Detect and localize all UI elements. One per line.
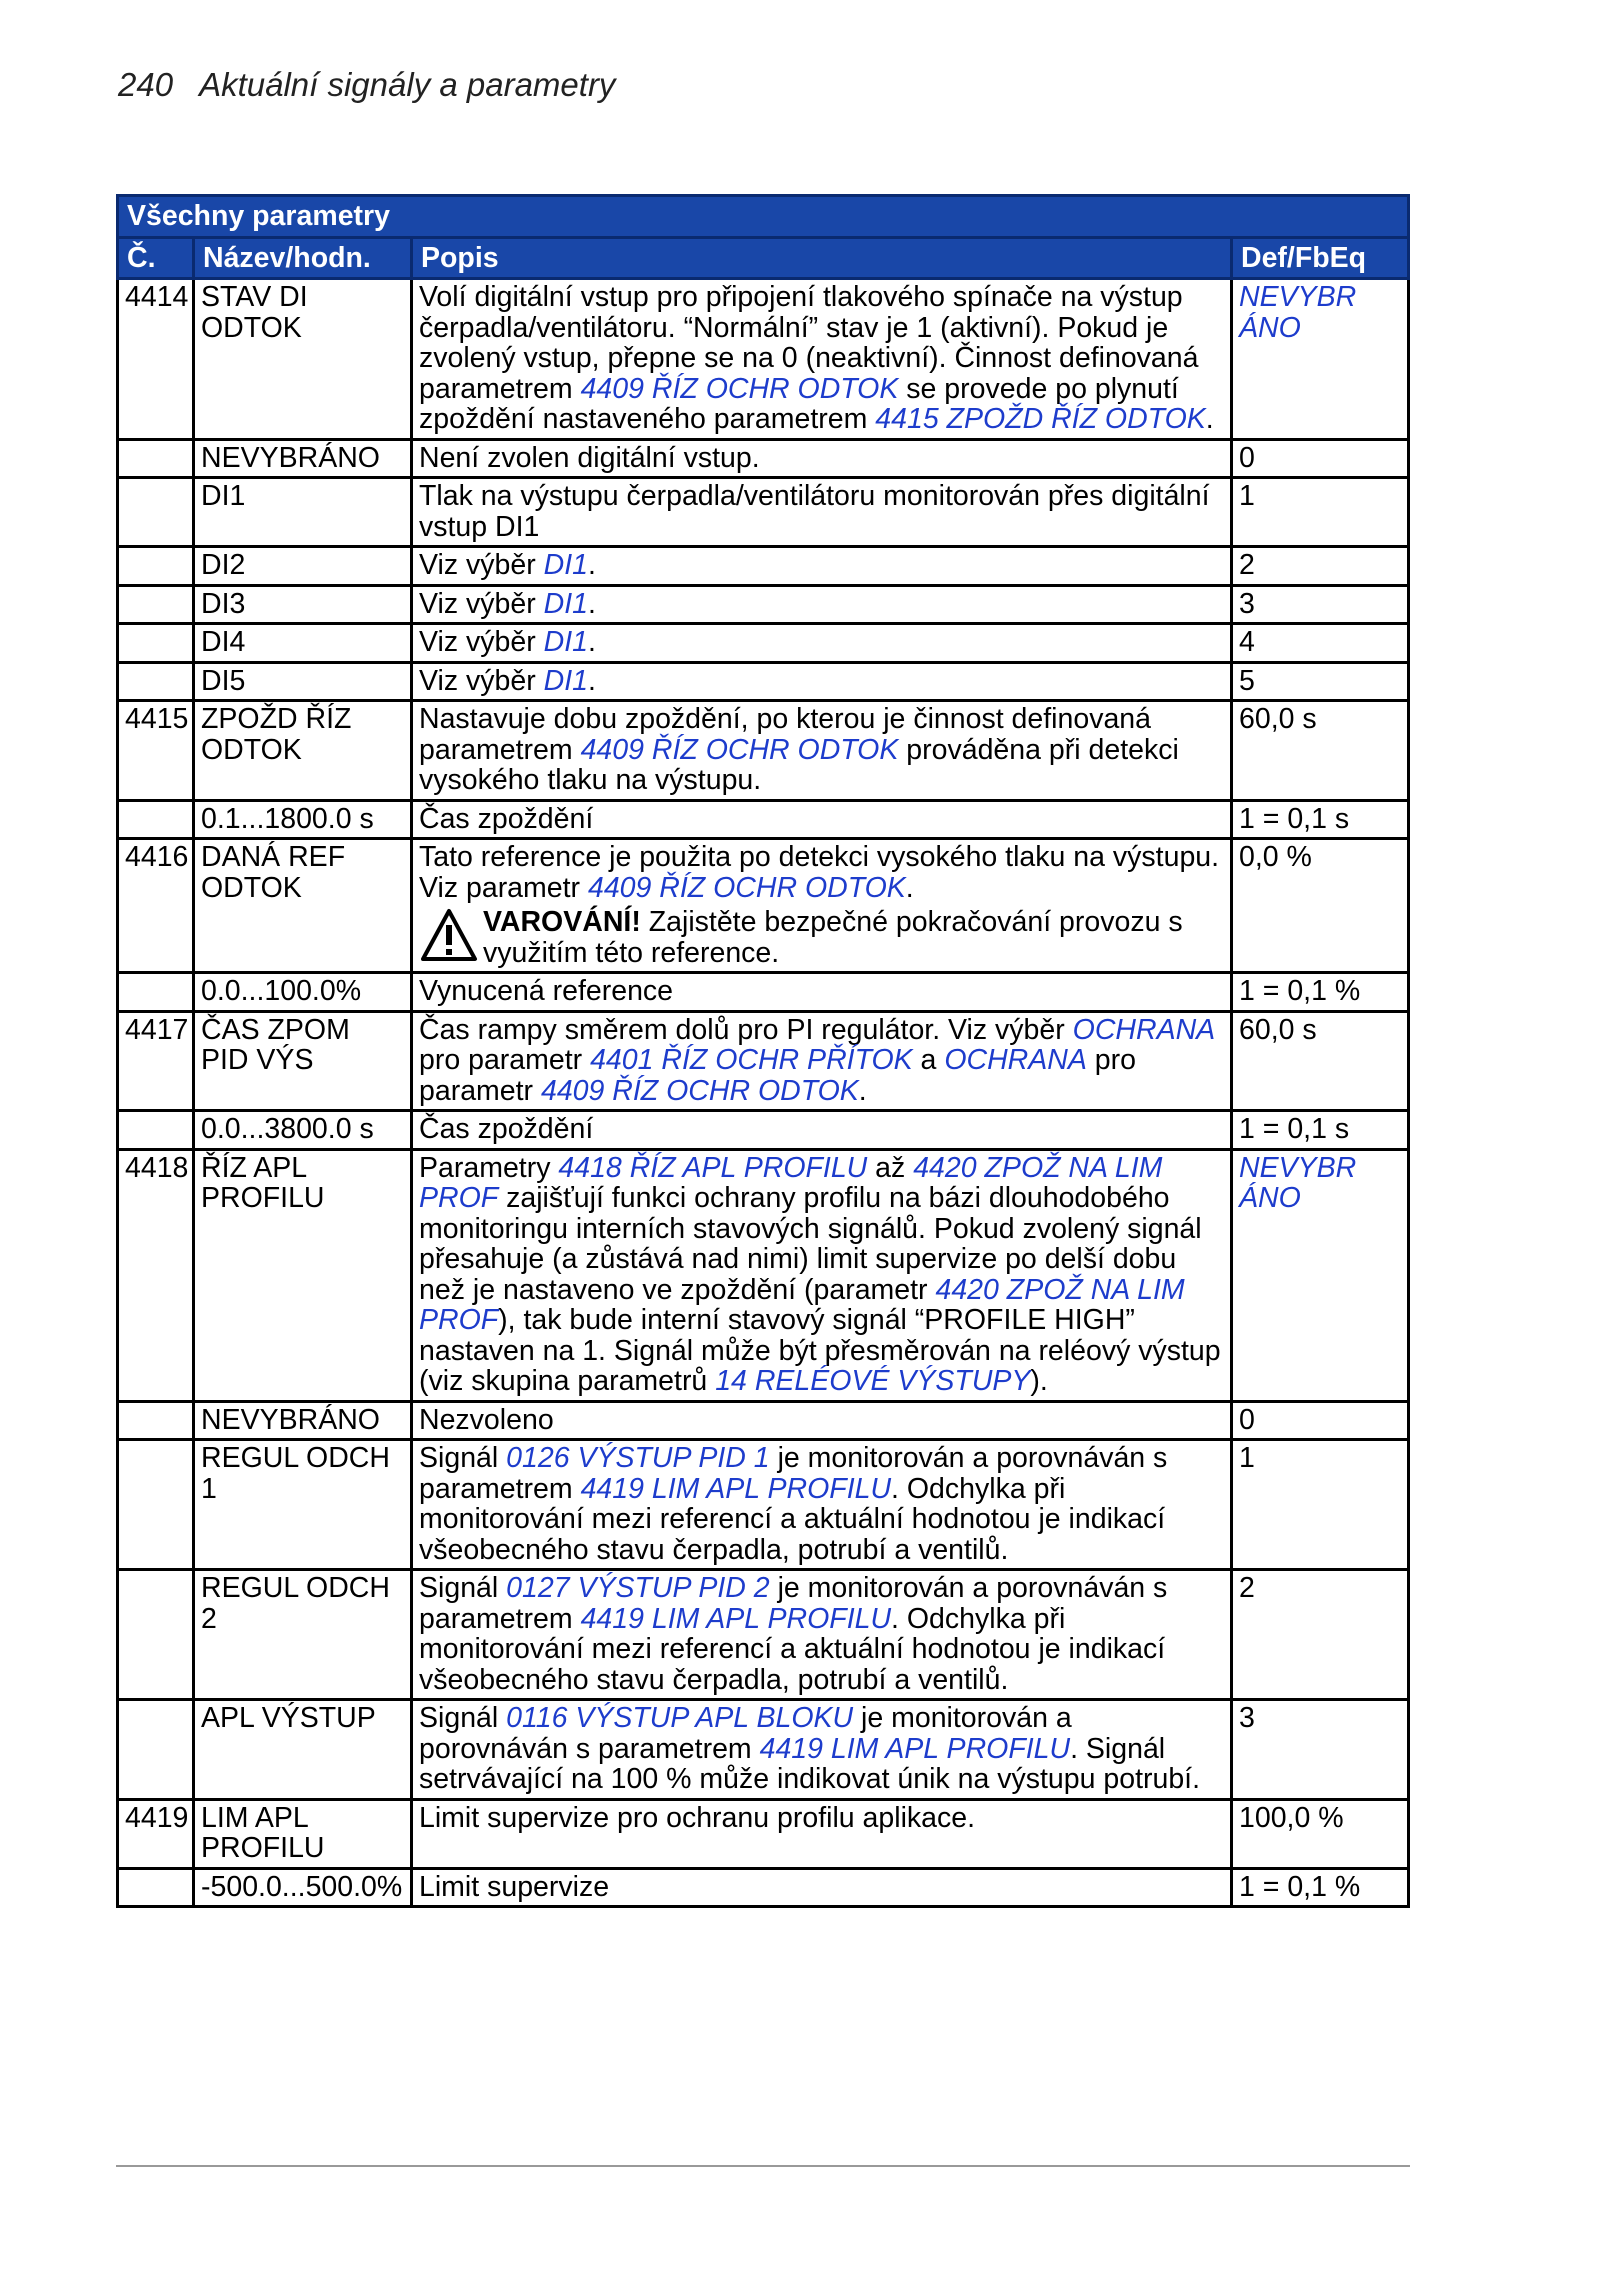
description-segment: zajišťují funkci ochrany profilu na bázi dlouhodobého monitoringu interních stavových signálů. Pokud zvolený signál přesahuje (a zůstává nad nimi) limit supervize po delší dobu než je nastaveno ve zpoždění (parametr: [419, 1182, 1202, 1306]
table-row: [118, 1011, 1409, 1111]
table-row: [118, 1700, 1409, 1800]
param-name: LIM APL PROFILU: [194, 1799, 412, 1868]
param-name: DANÁ REF ODTOK: [194, 839, 412, 973]
description-text: [419, 1872, 1224, 1903]
description-text: [419, 1703, 1224, 1795]
parameter-link[interactable]: 0116 VÝSTUP APL BLOKU: [506, 1702, 854, 1734]
description-segment: .: [858, 1074, 867, 1107]
description-text: [419, 481, 1224, 542]
parameter-link[interactable]: 4418 ŘÍZ APL PROFILU: [558, 1151, 868, 1184]
warning-triangle-icon: [419, 907, 479, 963]
param-number: 4414: [118, 279, 194, 440]
param-number: [118, 439, 194, 478]
warning-label: VAROVÁNÍ!: [483, 906, 641, 938]
table-row: [118, 478, 1409, 547]
default-value: 3: [1232, 585, 1409, 624]
description-segment: Parametry: [419, 1151, 559, 1184]
param-name: -500.0...500.0%: [194, 1868, 412, 1907]
table-row: [118, 701, 1409, 801]
default-value: 5: [1232, 662, 1409, 701]
description-segment: Volí digitální vstup pro připojení tlakového spínače na výstup čerpadla/ventilátoru. “Normální” stav je 1 (aktivní). Pokud je zvolený vstup, přepne se na 0 (neaktivní). Činnost definovaná parametrem: [419, 281, 1199, 405]
default-value: 3: [1232, 1700, 1409, 1800]
default-value: 1 = 0,1 s: [1232, 800, 1409, 839]
table-row: [118, 662, 1409, 701]
param-description: [412, 701, 1232, 801]
description-segment: .: [587, 626, 596, 658]
param-number: [118, 1700, 194, 1800]
warning-text: [483, 907, 1224, 968]
description-text: [419, 842, 1224, 903]
param-number: 4419: [118, 1799, 194, 1868]
param-number: [118, 624, 194, 663]
description-segment: . Signál setrvávající na 100 % může indikovat únik na výstupu potrubí.: [419, 1732, 1201, 1795]
description-segment: Čas rampy směrem dolů pro PI regulátor. Viz výběr: [419, 1013, 1073, 1046]
warning-note: [419, 907, 1224, 968]
table-body: [118, 279, 1409, 1907]
param-description: [412, 1799, 1232, 1868]
description-segment: .: [1205, 403, 1214, 435]
param-number: [118, 585, 194, 624]
default-value: 1: [1232, 1440, 1409, 1570]
description-segment: Viz výběr: [419, 587, 544, 620]
param-number: 4417: [118, 1011, 194, 1111]
param-name: ŘÍZ APL PROFILU: [194, 1149, 412, 1401]
description-segment: se provede po plynutí zpoždění nastaveného parametrem: [419, 372, 1179, 435]
param-name: STAV DI ODTOK: [194, 279, 412, 440]
table-row: [118, 1111, 1409, 1150]
table-row: [118, 439, 1409, 478]
table-row: [118, 973, 1409, 1012]
description-text: [419, 443, 1224, 474]
description-text: [419, 282, 1224, 435]
description-segment: Viz výběr: [419, 664, 544, 697]
param-number: [118, 547, 194, 586]
parameter-link[interactable]: 0126 VÝSTUP PID 1: [506, 1442, 770, 1474]
param-description: [412, 439, 1232, 478]
default-value: 0: [1232, 1401, 1409, 1440]
parameter-link[interactable]: 4401 ŘÍZ OCHR PŘÍTOK: [590, 1044, 913, 1076]
parameter-link[interactable]: 0127 VÝSTUP PID 2: [506, 1572, 770, 1604]
description-text: [419, 1153, 1224, 1397]
param-name: ČAS ZPOM PID VÝS: [194, 1011, 412, 1111]
parameter-link[interactable]: OCHRANA: [1072, 1013, 1216, 1046]
param-name: APL VÝSTUP: [194, 1700, 412, 1800]
param-description: [412, 1570, 1232, 1700]
param-description: [412, 800, 1232, 839]
description-segment: . Odchylka při monitorování mezi referencí a aktuální hodnotou je indikací všeobecného stavu čerpadla, potrubí a ventilů.: [419, 1602, 1166, 1696]
description-segment: Viz výběr: [419, 549, 544, 581]
description-segment: Limit supervize: [419, 1870, 610, 1903]
param-number: [118, 973, 194, 1012]
parameter-link[interactable]: DI1: [543, 626, 588, 658]
description-segment: Není zvolen digitální vstup.: [419, 441, 760, 474]
param-number: [118, 478, 194, 547]
table-row: [118, 547, 1409, 586]
param-number: [118, 1570, 194, 1700]
param-name: 0.0...100.0%: [194, 973, 412, 1012]
description-text: [419, 1803, 1224, 1834]
parameter-link[interactable]: 4420 ZPOŽ NA LIM PROF: [419, 1151, 1163, 1214]
param-description: [412, 1401, 1232, 1440]
default-value: 1: [1232, 478, 1409, 547]
description-text: [419, 1405, 1224, 1436]
description-segment: .: [587, 549, 596, 581]
description-segment: je monitorován a porovnáván s parametrem: [419, 1442, 1168, 1505]
table-row: [118, 1440, 1409, 1570]
parameter-link[interactable]: 4420 ZPOŽ NA LIM PROF: [419, 1273, 1185, 1336]
parameter-link[interactable]: OCHRANA: [944, 1044, 1087, 1076]
description-text: [419, 704, 1224, 796]
parameter-link[interactable]: DI1: [543, 664, 588, 697]
param-description: [412, 478, 1232, 547]
description-segment: Nastavuje dobu zpoždění, po kterou je činnost definovaná parametrem: [419, 703, 1151, 766]
param-description: [412, 1440, 1232, 1570]
param-number: [118, 1868, 194, 1907]
description-text: [419, 1114, 1224, 1145]
parameter-link[interactable]: 4409 ŘÍZ OCHR ODTOK: [580, 372, 899, 405]
param-description: [412, 1011, 1232, 1111]
description-text: [419, 666, 1224, 697]
description-segment: až: [867, 1151, 914, 1184]
param-name: NEVYBRÁNO: [194, 1401, 412, 1440]
param-name: DI1: [194, 478, 412, 547]
bottom-rule: [116, 2165, 1410, 2167]
default-value[interactable]: NEVYBR ÁNO: [1232, 279, 1409, 440]
parameter-link[interactable]: DI1: [543, 549, 588, 581]
description-segment: Signál: [419, 1572, 507, 1604]
description-segment: je monitorován a porovnáván s parametrem: [419, 1572, 1168, 1635]
default-value: 4: [1232, 624, 1409, 663]
param-number: [118, 1401, 194, 1440]
param-description: [412, 1700, 1232, 1800]
page-title: Aktuální signály a parametry: [199, 66, 616, 103]
param-description: [412, 1868, 1232, 1907]
table-header-row: [118, 237, 1409, 279]
param-description: [412, 839, 1232, 973]
table-row: [118, 800, 1409, 839]
parameter-link[interactable]: 4409 ŘÍZ OCHR ODTOK: [580, 733, 899, 766]
header-desc: Popis: [412, 237, 1232, 279]
description-segment: Čas zpoždění: [419, 1113, 594, 1145]
param-description: [412, 585, 1232, 624]
description-segment: Tato reference je použita po detekci vysokého tlaku na výstupu. Viz parametr: [419, 841, 1220, 904]
description-text: [419, 804, 1224, 835]
description-segment: Viz výběr: [419, 626, 544, 658]
param-name: DI2: [194, 547, 412, 586]
param-description: [412, 1149, 1232, 1401]
param-name: DI5: [194, 662, 412, 701]
table-row: [118, 624, 1409, 663]
parameter-link[interactable]: 4409 ŘÍZ OCHR ODTOK: [587, 871, 906, 904]
param-number: 4418: [118, 1149, 194, 1401]
table-row: [118, 1570, 1409, 1700]
param-description: [412, 1111, 1232, 1150]
description-text: [419, 1573, 1224, 1695]
table-row: [118, 585, 1409, 624]
param-name: ZPOŽD ŘÍZ ODTOK: [194, 701, 412, 801]
page-number: 240: [118, 66, 174, 103]
table-row: [118, 1868, 1409, 1907]
default-value: 60,0 s: [1232, 701, 1409, 801]
parameters-table: [116, 194, 1410, 1908]
param-description: [412, 547, 1232, 586]
description-text: [419, 1443, 1224, 1565]
parameter-link[interactable]: 4419 LIM APL PROFILU: [580, 1472, 892, 1505]
description-segment: .: [587, 587, 596, 620]
default-value: 100,0 %: [1232, 1799, 1409, 1868]
default-value: 1 = 0,1 %: [1232, 1868, 1409, 1907]
default-value: 0: [1232, 439, 1409, 478]
description-text: [419, 589, 1224, 620]
default-value: 1 = 0,1 %: [1232, 973, 1409, 1012]
description-segment: prováděna při detekci vysokého tlaku na výstupu.: [419, 733, 1179, 796]
table-row: [118, 1799, 1409, 1868]
description-segment: ).: [1030, 1365, 1048, 1397]
param-name: REGUL ODCH 2: [194, 1570, 412, 1700]
description-segment: .: [905, 871, 914, 904]
header-def: Def/FbEq: [1232, 237, 1409, 279]
param-description: [412, 973, 1232, 1012]
page-header: [118, 66, 615, 104]
parameter-link[interactable]: 4419 LIM APL PROFILU: [580, 1602, 892, 1635]
param-name: REGUL ODCH 1: [194, 1440, 412, 1570]
table-title: Všechny parametry: [118, 196, 1409, 238]
param-name: NEVYBRÁNO: [194, 439, 412, 478]
description-segment: Tlak na výstupu čerpadla/ventilátoru monitorován přes digitální vstup DI1: [419, 480, 1210, 543]
parameter-link[interactable]: 4409 ŘÍZ OCHR ODTOK: [540, 1074, 859, 1107]
param-name: 0.0...3800.0 s: [194, 1111, 412, 1150]
parameter-link[interactable]: 14 RELÉOVÉ VÝSTUPY: [715, 1365, 1031, 1397]
description-segment: je monitorován a porovnáván s parametrem: [419, 1702, 1072, 1765]
description-segment: Signál: [419, 1702, 507, 1734]
description-segment: .: [587, 664, 596, 697]
param-name: DI3: [194, 585, 412, 624]
param-description: [412, 279, 1232, 440]
description-segment: a: [912, 1044, 945, 1076]
table-row: [118, 839, 1409, 973]
description-segment: Vynucená reference: [419, 975, 674, 1007]
parameter-link[interactable]: 4419 LIM APL PROFILU: [759, 1732, 1071, 1765]
table-title-row: [118, 196, 1409, 238]
description-segment: Signál: [419, 1442, 507, 1474]
description-segment: . Odchylka při monitorování mezi referencí a aktuální hodnotou je indikací všeobecného stavu čerpadla, potrubí a ventilů.: [419, 1472, 1166, 1566]
description-segment: pro parametr: [419, 1044, 1136, 1107]
param-description: [412, 624, 1232, 663]
description-segment: Limit supervize pro ochranu profilu aplikace.: [419, 1801, 976, 1834]
description-text: [419, 627, 1224, 658]
param-number: 4415: [118, 701, 194, 801]
default-value: 2: [1232, 547, 1409, 586]
default-value: 60,0 s: [1232, 1011, 1409, 1111]
param-description: [412, 662, 1232, 701]
param-number: [118, 800, 194, 839]
description-segment: ), tak bude interní stavový signál “PROFILE HIGH” nastaven na 1. Signál může být přesměrován na reléový výstup (viz skupina parametrů: [419, 1304, 1221, 1397]
param-name: 0.1...1800.0 s: [194, 800, 412, 839]
description-text: [419, 1015, 1224, 1107]
parameter-link[interactable]: 4415 ZPOŽD ŘÍZ ODTOK: [875, 403, 1206, 435]
param-number: [118, 1111, 194, 1150]
description-text: [419, 976, 1224, 1007]
default-value: 0,0 %: [1232, 839, 1409, 973]
param-name: DI4: [194, 624, 412, 663]
parameter-link[interactable]: DI1: [543, 587, 588, 620]
default-value[interactable]: NEVYBR ÁNO: [1232, 1149, 1409, 1401]
param-number: 4416: [118, 839, 194, 973]
param-number: [118, 1440, 194, 1570]
table-row: [118, 1401, 1409, 1440]
description-segment: Nezvoleno: [419, 1403, 554, 1436]
header-name: Název/hodn.: [194, 237, 412, 279]
description-text: [419, 550, 1224, 581]
table-row: [118, 1149, 1409, 1401]
warning-body: Zajistěte bezpečné pokračování provozu s využitím této reference.: [483, 906, 1183, 969]
default-value: 1 = 0,1 s: [1232, 1111, 1409, 1150]
header-no: Č.: [118, 237, 194, 279]
table-row: [118, 279, 1409, 440]
default-value: 2: [1232, 1570, 1409, 1700]
param-number: [118, 662, 194, 701]
description-segment: Čas zpoždění: [419, 802, 594, 835]
description-segment: pro parametr: [419, 1044, 591, 1076]
